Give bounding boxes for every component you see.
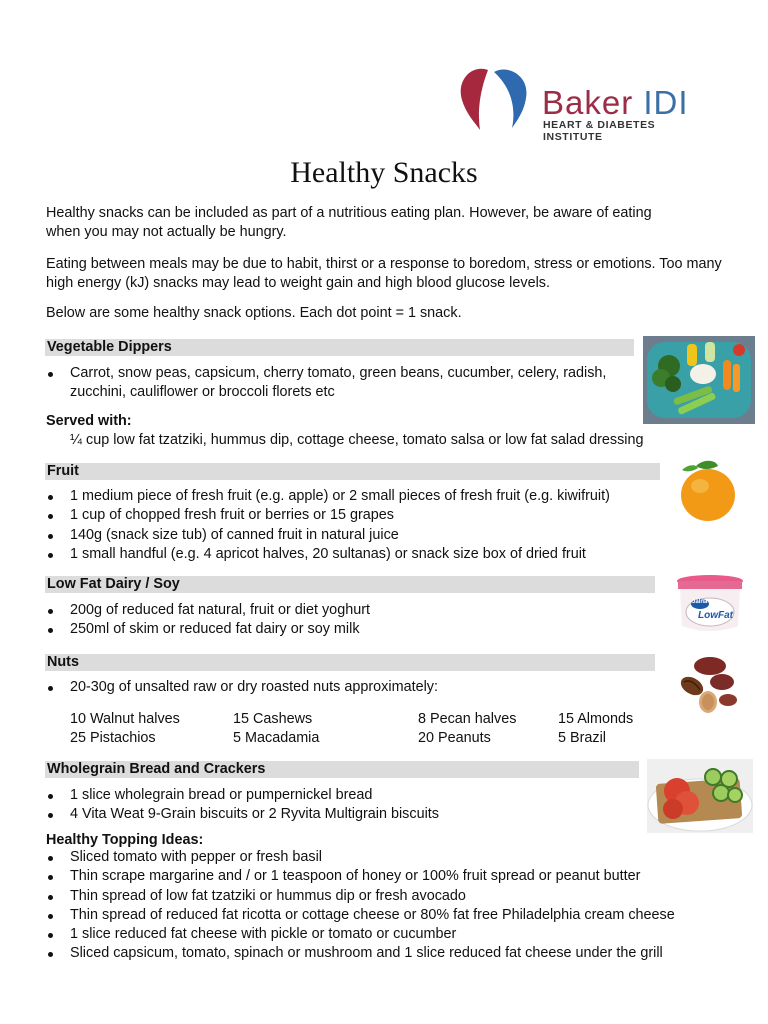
section-heading-nuts: Nuts (45, 654, 655, 671)
nuts-cell: 8 Pecan halves (418, 711, 517, 727)
list-item: 250ml of skim or reduced fat dairy or soy milk (46, 620, 646, 639)
topping-ideas-label: Healthy Topping Ideas: (46, 832, 204, 848)
brand-subtitle: HEART & DIABETES INSTITUTE (543, 119, 656, 143)
list-item: 1 cup of chopped fresh fruit or berries or 15 grapes (46, 506, 666, 525)
list-item: 1 medium piece of fresh fruit (e.g. apple) or 2 small pieces of fresh fruit (e.g. kiwifruit) (46, 487, 666, 506)
nuts-image (676, 654, 742, 716)
section-heading-bread: Wholegrain Bread and Crackers (45, 761, 639, 778)
tub-brand-label: Jalna (692, 599, 708, 605)
nuts-table-row (70, 728, 670, 748)
nuts-cell: 10 Walnut halves (70, 711, 180, 727)
served-with-text: ¼ cup low fat tzatziki, hummus dip, cottage cheese, tomato salsa or low fat salad dressing (70, 432, 644, 448)
topping-list (46, 848, 746, 964)
section-heading-vegetable: Vegetable Dippers (45, 339, 634, 356)
nuts-cell: 25 Pistachios (70, 730, 156, 746)
list-item: Thin spread of reduced fat ricotta or cottage cheese or 80% fat free Philadelphia cream cheese (46, 906, 746, 925)
orange-image (674, 458, 740, 524)
nuts-cell: 15 Almonds (558, 711, 634, 727)
brand-logo (458, 66, 718, 143)
list-item: 200g of reduced fat natural, fruit or diet yoghurt (46, 601, 646, 620)
brand-name-accent: IDI (643, 84, 689, 121)
section-heading-fruit: Fruit (45, 463, 660, 480)
list-item: 1 small handful (e.g. 4 apricot halves, 20 sultanas) or snack size box of dried fruit (46, 545, 666, 564)
intro-paragraph-1: Healthy snacks can be included as part of a nutritious eating plan. However, be aware of eating when you may not actually be hungry. (46, 205, 652, 240)
intro-paragraph-2: Eating between meals may be due to habit, thirst or a response to boredom, stress or emotions. Too many high energy (kJ) snacks may lead to weight gain and high blood glucose levels. (46, 256, 722, 291)
nuts-cell: 5 Brazil (558, 730, 606, 746)
bread-list (46, 786, 626, 825)
list-item: Thin spread of low fat tzatziki or hummus dip or fresh avocado (46, 887, 746, 906)
nuts-table-row (70, 709, 670, 729)
list-item: Sliced tomato with pepper or fresh basil (46, 848, 746, 867)
nuts-cell: 20 Peanuts (418, 730, 491, 746)
list-item: 20-30g of unsalted raw or dry roasted nuts approximately: (46, 678, 646, 697)
vegetable-platter-image (643, 336, 755, 424)
brand-name-main: Baker (542, 84, 634, 121)
page-title: Healthy Snacks (290, 156, 478, 189)
nuts-cell: 5 Macadamia (233, 730, 320, 746)
dairy-list (46, 601, 646, 640)
section-heading-dairy: Low Fat Dairy / Soy (45, 576, 655, 593)
fruit-list (46, 487, 666, 564)
crackers-topping-image (647, 759, 753, 833)
tub-product-label: LowFat (698, 610, 733, 621)
list-item: Carrot, snow peas, capsicum, cherry tomato, green beans, cucumber, celery, radish, zucchini, cauliflower or broccoli florets etc (46, 364, 626, 403)
list-item: 1 slice reduced fat cheese with pickle or tomato or cucumber (46, 925, 746, 944)
nuts-cell: 15 Cashews (233, 711, 313, 727)
heart-logo-icon (458, 66, 530, 132)
served-with-label: Served with: (46, 413, 132, 429)
intro-paragraph-3: Below are some healthy snack options. Each dot point = 1 snack. (46, 305, 462, 321)
brand-name (542, 86, 689, 119)
yoghurt-tub-image (676, 574, 744, 634)
nuts-list (46, 678, 646, 697)
list-item: Sliced capsicum, tomato, spinach or mushroom and 1 slice reduced fat cheese under the grill (46, 944, 746, 963)
list-item: Thin scrape margarine and / or 1 teaspoon of honey or 100% fruit spread or peanut butter (46, 867, 746, 886)
list-item: 4 Vita Weat 9-Grain biscuits or 2 Ryvita Multigrain biscuits (46, 805, 626, 824)
list-item: 140g (snack size tub) of canned fruit in natural juice (46, 526, 666, 545)
list-item: 1 slice wholegrain bread or pumpernickel bread (46, 786, 626, 805)
vegetable-list (46, 364, 626, 403)
